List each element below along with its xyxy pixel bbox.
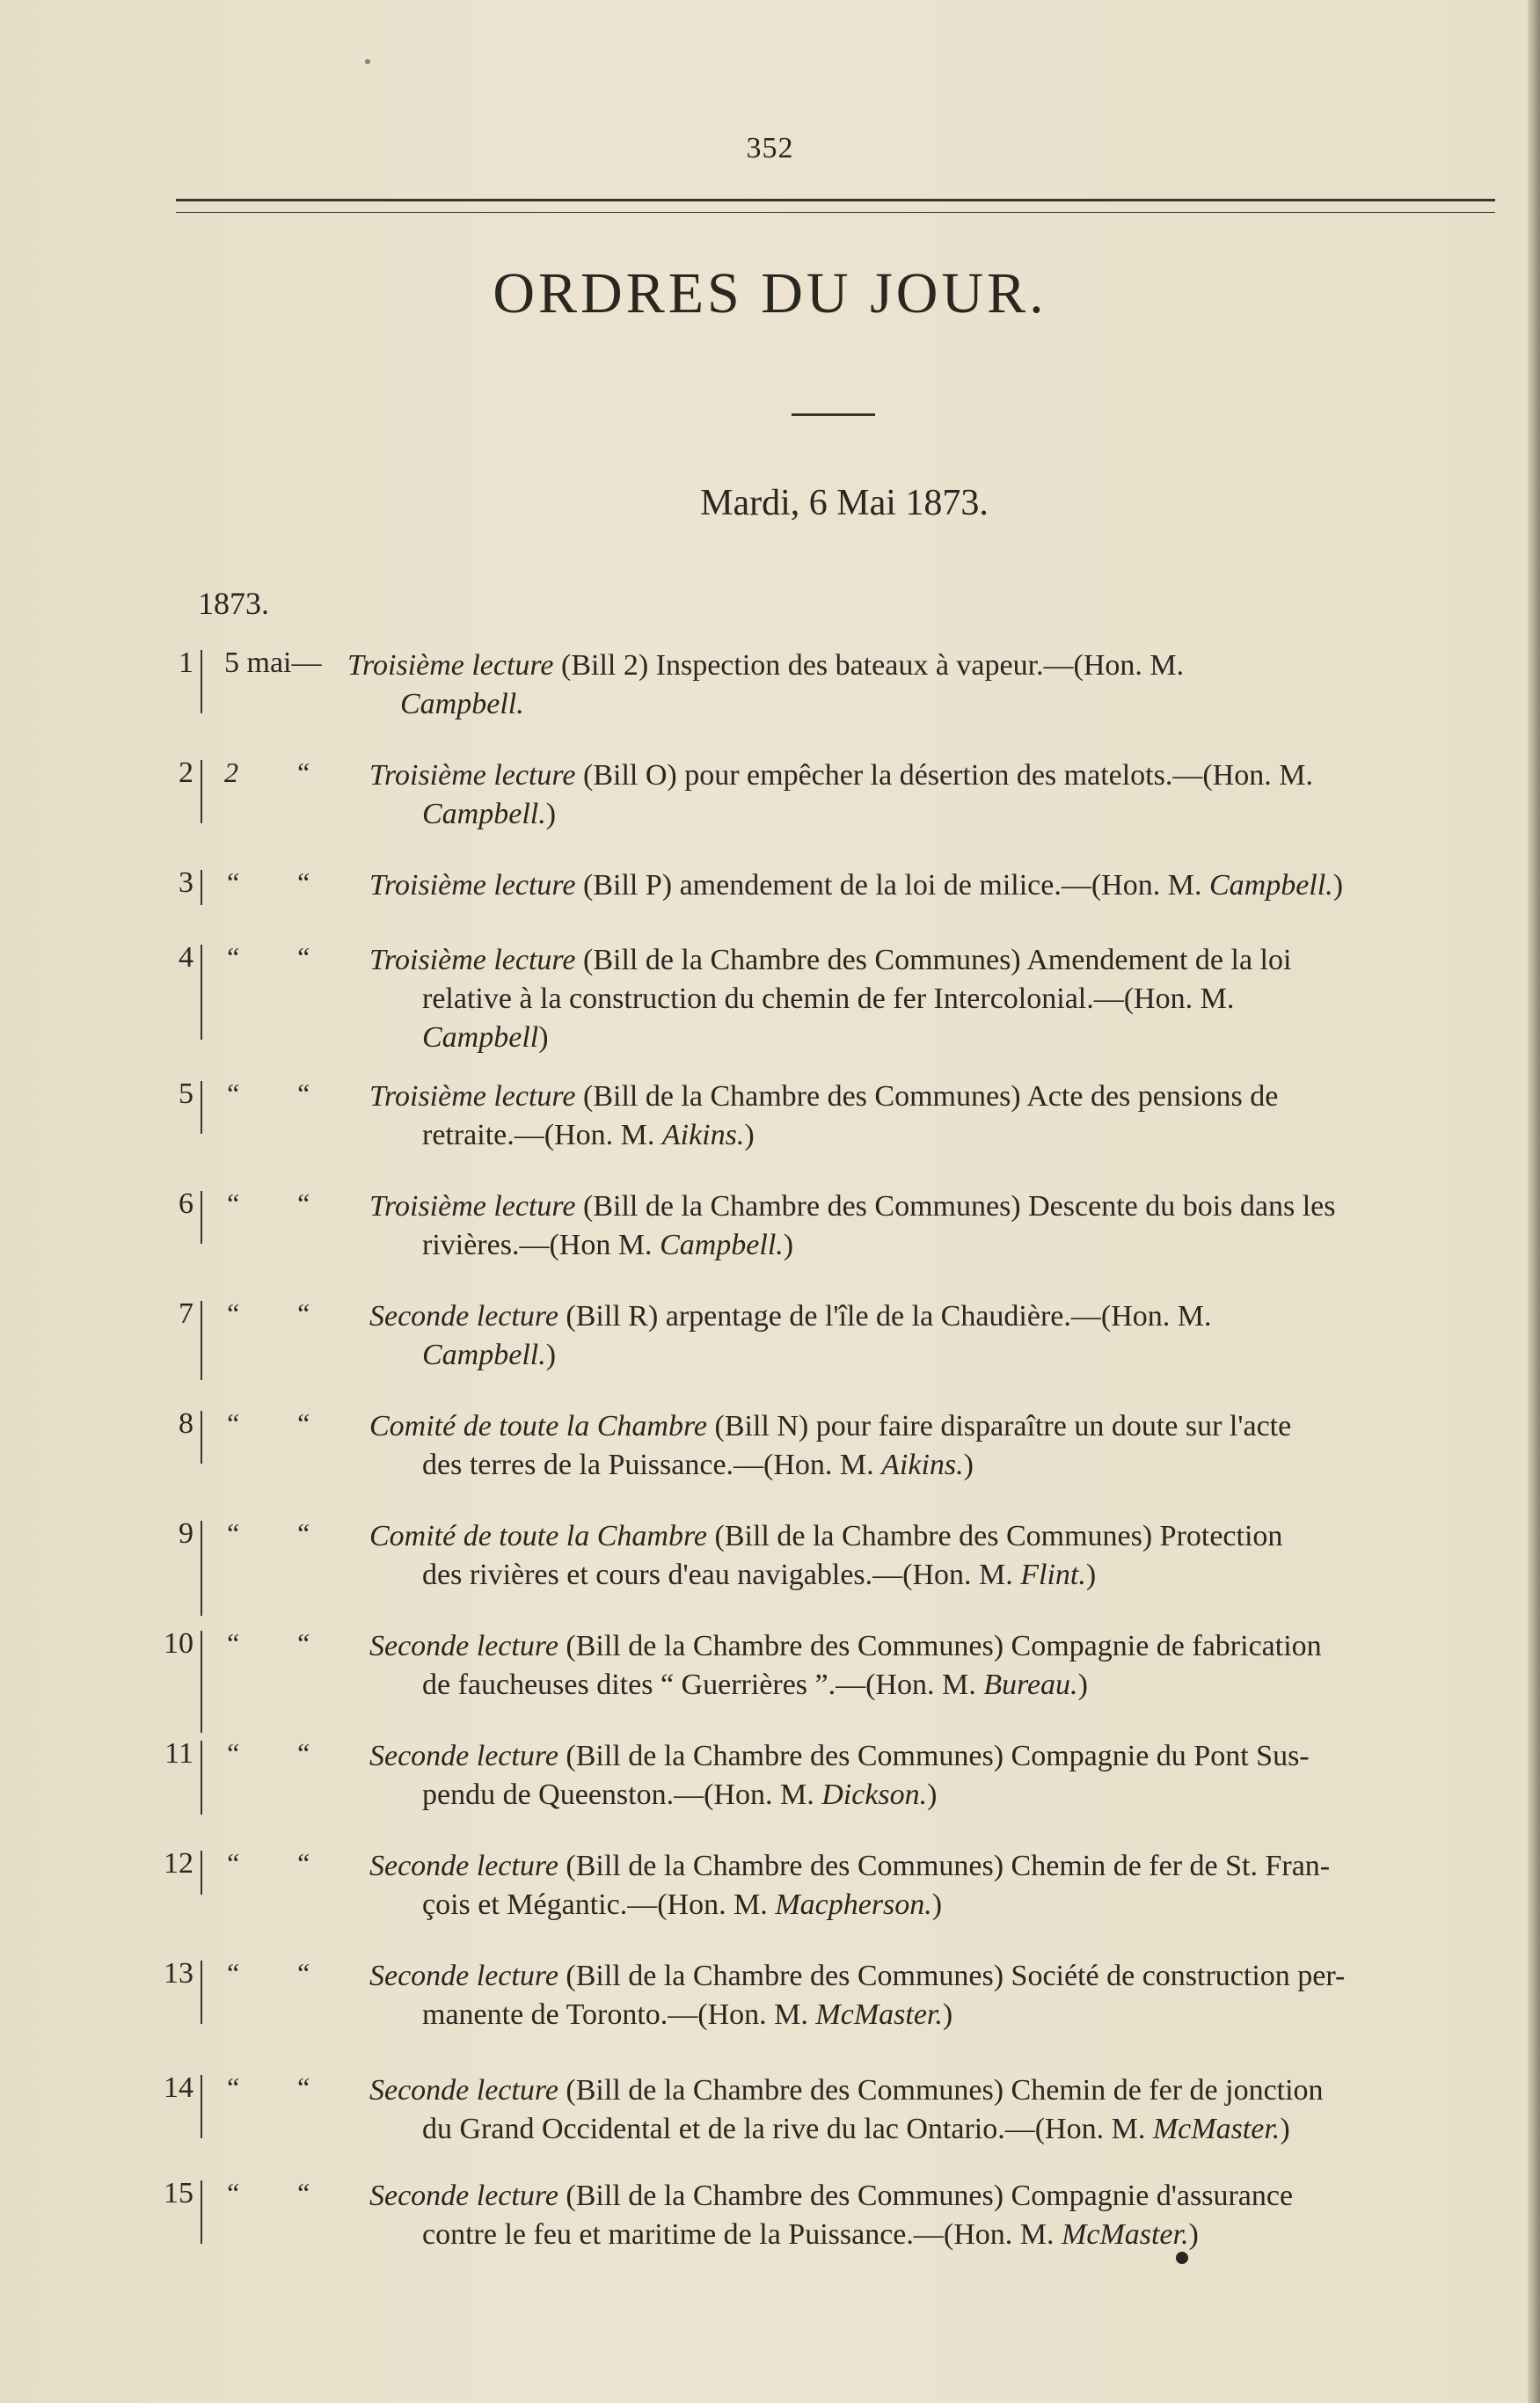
entry-number: 15 (164, 2177, 193, 2209)
sponsor-name: Campbell. (660, 1229, 784, 1261)
reading-stage: Seconde lecture (369, 1630, 558, 1662)
order-entry (0, 2071, 1540, 2168)
entry-ditto-month: “ (295, 1077, 310, 1109)
entry-number: 2 (179, 756, 193, 789)
sponsor-name: Macpherson. (775, 1888, 932, 1921)
bill-description: (Bill de la Chambre des Communes) Amendement de la loi (583, 944, 1292, 976)
ink-speck (1176, 2252, 1188, 2264)
entry-number: 3 (179, 866, 193, 899)
closing-paren: ) (942, 1998, 953, 2031)
entry-third-line (369, 1019, 1500, 1057)
reading-stage: Seconde lecture (369, 2180, 558, 2212)
entry-number: 14 (164, 2071, 193, 2104)
entry-text (369, 1407, 1500, 1485)
closing-paren: ) (1085, 1559, 1097, 1591)
entry-text (369, 2071, 1500, 2149)
year-heading: 1873. (198, 586, 269, 621)
entry-ditto-day: “ (224, 1297, 240, 1329)
entry-ditto-month: “ (295, 1737, 310, 1769)
sponsor-name: Flint. (1020, 1559, 1086, 1591)
closing-paren: ) (538, 1021, 549, 1054)
ink-speck (365, 59, 370, 64)
sponsor-name: Dickson. (821, 1779, 928, 1811)
bill-continuation: de faucheuses dites “ Guerrières ”.—(Hon. M. (422, 1669, 976, 1701)
bill-continuation: manente de Toronto.—(Hon. M. (422, 1998, 808, 2031)
sponsor-name: Campbell. (422, 798, 546, 830)
entry-ditto-day: “ (224, 2177, 240, 2209)
entry-ditto-day: 2 (224, 756, 238, 788)
sponsor-name: McMaster. (1152, 2113, 1281, 2145)
entry-text (369, 1737, 1500, 1815)
entry-text (369, 941, 1500, 1057)
bill-continuation: relative à la construction du chemin de fer Intercolonial.—(Hon. M. (422, 982, 1235, 1015)
closing-paren: ) (545, 1339, 557, 1371)
entry-first-line (369, 2071, 1500, 2110)
bill-description: (Bill de la Chambre des Communes) Protection (714, 1520, 1283, 1552)
reading-stage: Seconde lecture (369, 1850, 558, 1882)
entry-first-line (347, 646, 1478, 685)
entry-number: 6 (179, 1187, 193, 1220)
bill-continuation: pendu de Queenston.—(Hon. M. (422, 1779, 814, 1811)
sponsor-name: Aikins. (881, 1449, 964, 1481)
order-entry (0, 1077, 1540, 1174)
closing-paren: ) (744, 1119, 755, 1151)
entry-first-line (369, 1957, 1500, 1996)
entry-margin-bar (201, 2075, 202, 2138)
sponsor-name: McMaster. (1062, 2218, 1189, 2251)
session-date: Mardi, 6 Mai 1873. (700, 483, 989, 523)
entry-number: 8 (179, 1407, 193, 1440)
reading-stage: Troisième lecture (347, 649, 554, 682)
entry-first-line (369, 1737, 1500, 1776)
entry-ditto-month: “ (295, 1407, 310, 1439)
bill-description: (Bill 2) Inspection des bateaux à vapeur.—(Hon. M. (561, 649, 1185, 682)
entry-ditto-month: “ (295, 1957, 310, 1989)
entry-margin-bar (201, 1631, 202, 1733)
entry-number: 13 (164, 1957, 193, 1990)
bill-description: (Bill de la Chambre des Communes) Compagnie du Pont Sus- (566, 1740, 1310, 1772)
order-entry (0, 646, 1540, 743)
entry-second-line (369, 1666, 1500, 1705)
entry-second-line (369, 1446, 1500, 1485)
entry-number: 7 (179, 1297, 193, 1330)
entry-second-line (369, 1996, 1500, 2034)
order-entry (0, 1627, 1540, 1724)
order-entry (0, 756, 1540, 853)
entry-second-line (369, 1116, 1500, 1155)
bill-description: (Bill de la Chambre des Communes) Descente du bois dans les (583, 1190, 1336, 1223)
closing-paren: ) (1188, 2218, 1199, 2251)
bill-description: (Bill R) arpentage de l'île de la Chaudière.—(Hon. M. (566, 1300, 1212, 1333)
reading-stage: Troisième lecture (369, 1190, 576, 1223)
entry-margin-bar (201, 650, 202, 713)
order-entry (0, 941, 1540, 1054)
order-entry (0, 1187, 1540, 1284)
entry-second-line (369, 2216, 1500, 2254)
reading-stage: Seconde lecture (369, 1740, 558, 1772)
bill-continuation: des terres de la Puissance.—(Hon. M. (422, 1449, 874, 1481)
entry-ditto-day: “ (224, 1077, 240, 1109)
entry-ditto-month: “ (295, 2177, 310, 2209)
bill-continuation: retraite.—(Hon. M. (422, 1119, 655, 1151)
entry-first-line (369, 1627, 1500, 1666)
entry-first-line (369, 1847, 1500, 1886)
reading-stage: Troisième lecture (369, 1080, 576, 1113)
sponsor-name: McMaster. (815, 1998, 943, 2031)
entry-text (369, 2177, 1500, 2254)
entry-second-line (369, 2110, 1500, 2149)
page-number: 352 (746, 132, 794, 164)
entry-number: 1 (179, 646, 193, 679)
bill-continuation: des rivières et cours d'eau navigables.—(Hon. M. (422, 1559, 1013, 1591)
reading-stage: Seconde lecture (369, 2074, 558, 2107)
reading-stage: Comité de toute la Chambre (369, 1520, 708, 1552)
entry-ditto-day: “ (224, 1847, 240, 1879)
entry-ditto-month: “ (295, 1847, 310, 1879)
closing-paren: ) (1280, 2113, 1290, 2145)
sponsor-name: Campbell. (1208, 869, 1333, 902)
reading-stage: Seconde lecture (369, 1300, 558, 1333)
sponsor-name: Aikins. (661, 1119, 745, 1151)
closing-paren: ) (1332, 869, 1344, 902)
entry-text (369, 1297, 1500, 1375)
entry-margin-bar (201, 945, 202, 1040)
entry-ditto-month: “ (295, 1297, 310, 1329)
entry-margin-bar (201, 1521, 202, 1616)
closing-paren: ) (927, 1779, 938, 1811)
entry-ditto-day: “ (224, 1737, 240, 1769)
entry-number: 4 (179, 941, 193, 974)
entry-margin-bar (201, 2180, 202, 2244)
bill-description: (Bill N) pour faire disparaître un doute sur l'acte (714, 1410, 1292, 1443)
closing-paren: ) (931, 1888, 943, 1921)
entry-ditto-day: “ (224, 1957, 240, 1989)
entry-ditto-month: “ (295, 866, 310, 898)
bill-continuation: du Grand Occidental et de la rive du lac Ontario.—(Hon. M. (422, 2113, 1146, 2145)
reading-stage: Comité de toute la Chambre (369, 1410, 708, 1443)
entry-second-line (369, 1336, 1500, 1375)
entry-ditto-month: “ (295, 1187, 310, 1219)
closing-paren: ) (1077, 1669, 1088, 1701)
entry-text (347, 646, 1478, 724)
entry-number: 12 (164, 1847, 193, 1880)
bill-description: (Bill P) amendement de la loi de milice.—(Hon. M. (583, 869, 1202, 902)
header-double-rule (176, 199, 1495, 213)
bill-description: (Bill de la Chambre des Communes) Chemin de fer de St. Fran- (566, 1850, 1331, 1882)
bill-description: (Bill O) pour empêcher la désertion des matelots.—(Hon. M. (583, 759, 1313, 792)
sponsor-name: Campbell (422, 1021, 539, 1054)
entry-ditto-day: “ (224, 1407, 240, 1439)
entry-ditto-day: “ (224, 1187, 240, 1219)
entry-first-line (369, 1407, 1500, 1446)
entry-second-line (347, 685, 1478, 724)
sponsor-name: Bureau. (983, 1669, 1078, 1701)
order-entry (0, 1847, 1540, 1944)
sponsor-name: Campbell. (400, 688, 524, 720)
reading-stage: Troisième lecture (369, 869, 576, 902)
entry-number: 5 (179, 1077, 193, 1110)
entry-first-line (369, 1517, 1500, 1556)
closing-paren: ) (783, 1229, 794, 1261)
order-entry (0, 1517, 1540, 1614)
entry-ditto-month: “ (295, 941, 310, 973)
entry-first-line (369, 1297, 1500, 1336)
entry-margin-bar (201, 870, 202, 905)
entry-text (369, 1847, 1500, 1925)
title-divider (792, 413, 875, 416)
entry-ditto-month: “ (295, 756, 310, 788)
entry-ditto-day: “ (224, 2071, 240, 2103)
entry-ditto-month: “ (295, 1517, 310, 1549)
entry-ditto-month: “ (295, 1627, 310, 1659)
bill-continuation: contre le feu et maritime de la Puissance.—(Hon. M. (422, 2218, 1055, 2251)
reading-stage: Troisième lecture (369, 944, 576, 976)
order-entry (0, 2177, 1540, 2274)
entry-ditto-month: “ (295, 2071, 310, 2103)
entry-second-line (369, 1226, 1500, 1265)
entry-text (369, 866, 1500, 905)
entry-first-line (369, 1187, 1500, 1226)
entry-margin-bar (201, 1851, 202, 1895)
bill-continuation: rivières.—(Hon M. (422, 1229, 653, 1261)
closing-paren: ) (963, 1449, 974, 1481)
entry-margin-bar (201, 1301, 202, 1380)
entry-margin-bar (201, 1741, 202, 1815)
order-entry (0, 1737, 1540, 1834)
entry-text (369, 756, 1500, 834)
reading-stage: Seconde lecture (369, 1960, 558, 1992)
reading-stage: Troisième lecture (369, 759, 576, 792)
entry-ditto-day: “ (224, 941, 240, 973)
entry-number: 10 (164, 1627, 193, 1660)
bill-description: (Bill de la Chambre des Communes) Chemin de fer de jonction (566, 2074, 1324, 2107)
page-title: ORDRES DU JOUR. (493, 261, 1047, 325)
entry-margin-bar (201, 760, 202, 823)
entry-first-line (369, 2177, 1500, 2216)
bill-description: (Bill de la Chambre des Communes) Société de construction per- (566, 1960, 1346, 1992)
entry-number: 11 (164, 1737, 193, 1770)
entry-text (369, 1187, 1500, 1265)
entry-margin-bar (201, 1961, 202, 2024)
bill-continuation: çois et Mégantic.—(Hon. M. (422, 1888, 768, 1921)
entry-second-line (369, 1556, 1500, 1595)
entry-first-line (369, 866, 1500, 905)
order-entry (0, 1297, 1540, 1394)
entry-number: 9 (179, 1517, 193, 1550)
bill-description: (Bill de la Chambre des Communes) Compagnie d'assurance (566, 2180, 1294, 2212)
entry-margin-bar (201, 1191, 202, 1244)
entry-first-line (369, 756, 1500, 795)
entry-date: 5 mai— (224, 646, 322, 679)
entry-ditto-day: “ (224, 1627, 240, 1659)
order-entry (0, 1407, 1540, 1504)
entry-second-line (369, 1776, 1500, 1815)
entry-margin-bar (201, 1081, 202, 1134)
bill-description: (Bill de la Chambre des Communes) Compagnie de fabrication (566, 1630, 1322, 1662)
entry-margin-bar (201, 1411, 202, 1464)
entry-ditto-day: “ (224, 1517, 240, 1549)
entry-text (369, 1627, 1500, 1705)
closing-paren: ) (545, 798, 557, 830)
entry-second-line (369, 795, 1500, 834)
entry-second-line (369, 1886, 1500, 1925)
order-entry (0, 1957, 1540, 2054)
entry-second-line (369, 980, 1500, 1019)
sponsor-name: Campbell. (422, 1339, 546, 1371)
entry-ditto-day: “ (224, 866, 240, 898)
entry-text (369, 1077, 1500, 1155)
bill-description: (Bill de la Chambre des Communes) Acte des pensions de (583, 1080, 1279, 1113)
entry-first-line (369, 1077, 1500, 1116)
entry-text (369, 1957, 1500, 2034)
entry-first-line (369, 941, 1500, 980)
entry-text (369, 1517, 1500, 1595)
